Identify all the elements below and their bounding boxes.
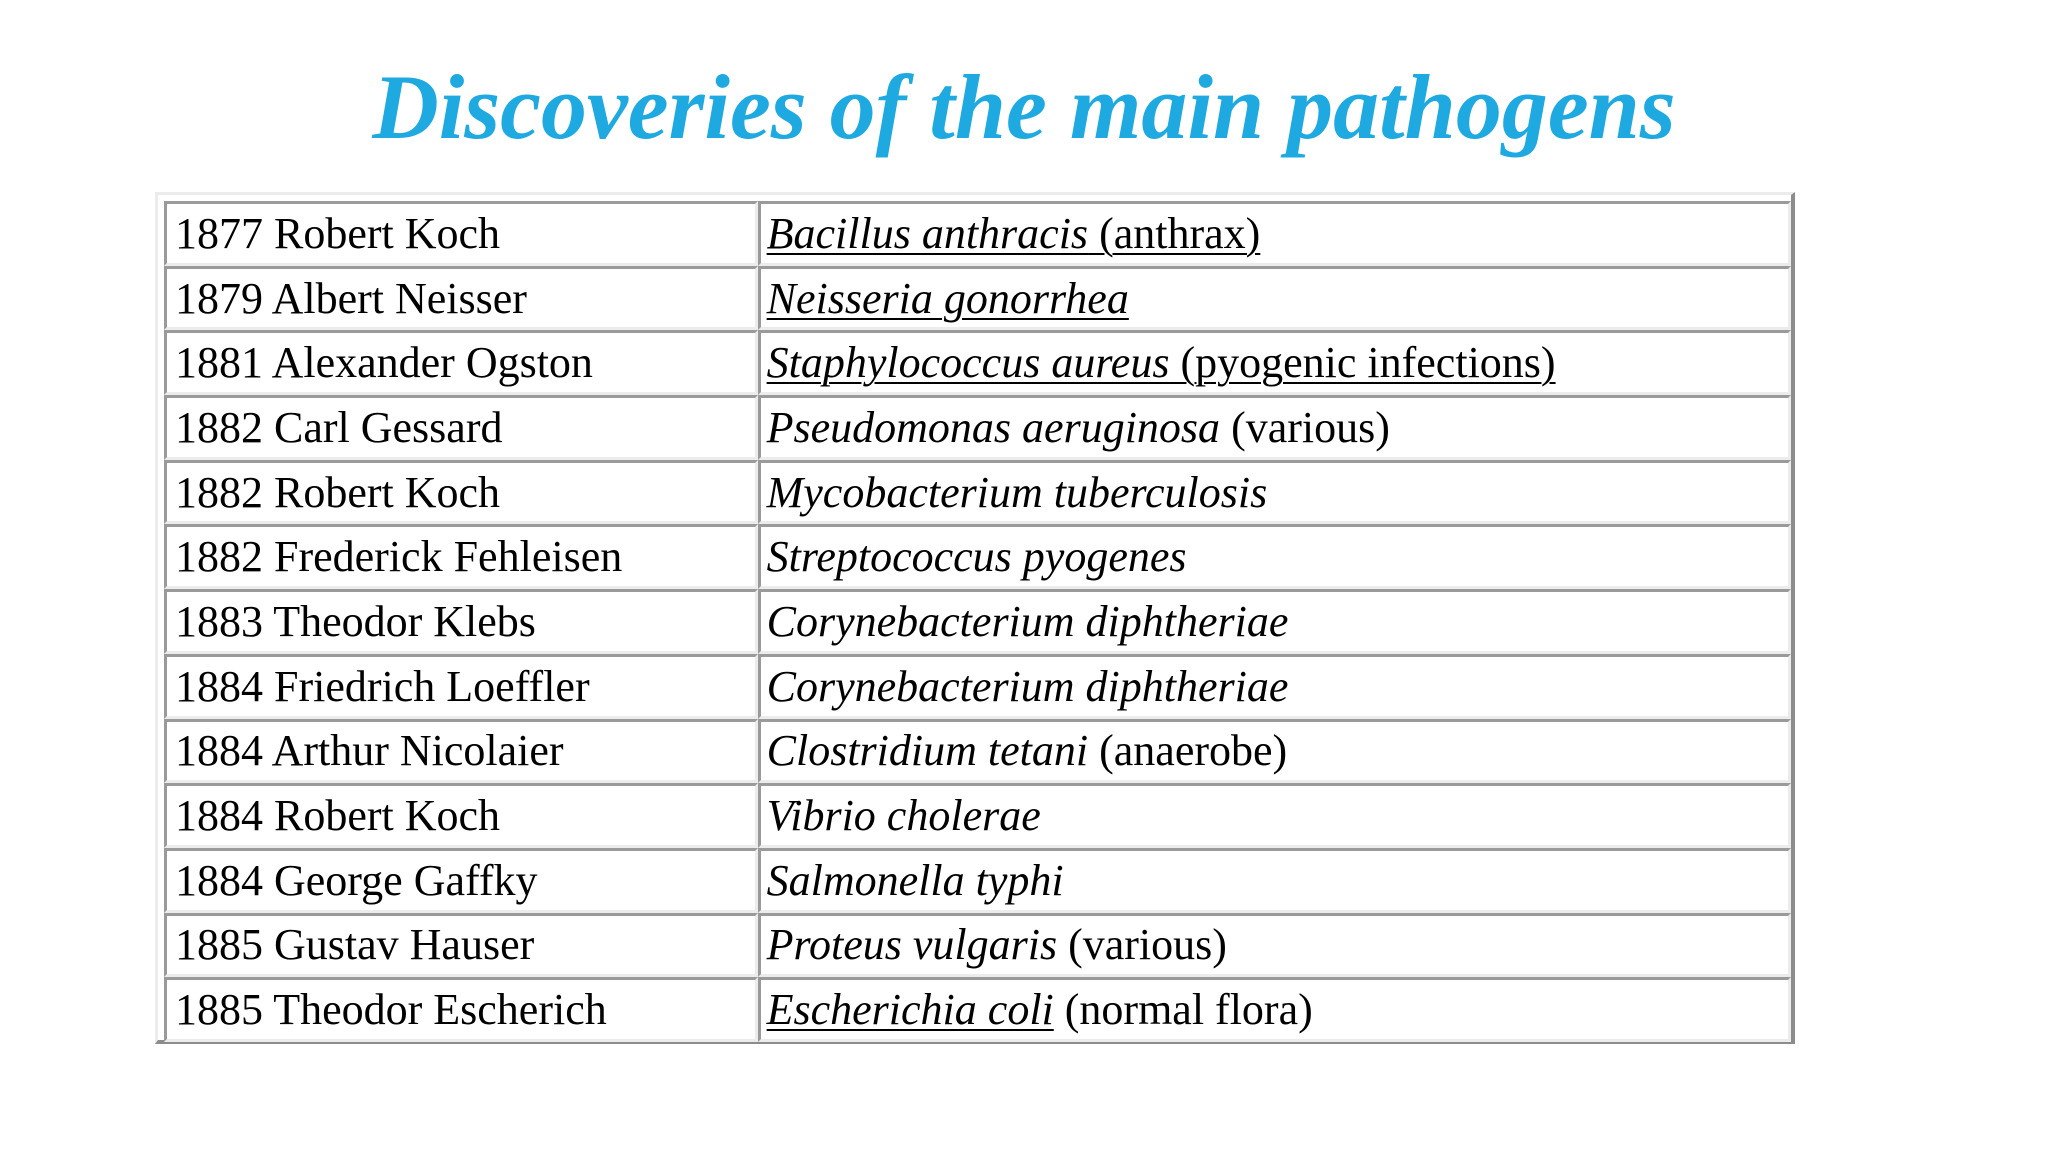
table-row: [164, 783, 1791, 848]
pathogen-cell: [758, 395, 1791, 460]
species-note: (anaerobe): [1088, 726, 1288, 776]
species-name[interactable]: Bacillus anthracis: [766, 208, 1089, 258]
species-name: Corynebacterium diphtheriae: [766, 596, 1289, 646]
species-note: (pyogenic infections): [1169, 338, 1556, 388]
species-name: Mycobacterium tuberculosis: [766, 467, 1268, 517]
discoverer-cell: 1877 Robert Koch: [164, 201, 758, 266]
table-row: [164, 654, 1791, 719]
discoverer-cell: 1884 Arthur Nicolaier: [164, 719, 758, 784]
species-note: (various): [1057, 920, 1227, 970]
table-row: [164, 977, 1791, 1042]
pathogen-table-frame: [155, 192, 1795, 1044]
species-name: Corynebacterium diphtheriae: [766, 661, 1289, 711]
species-name: Proteus vulgaris: [766, 920, 1058, 970]
pathogen-cell: [758, 977, 1791, 1042]
pathogen-cell: [758, 654, 1791, 719]
pathogen-cell: [758, 330, 1791, 395]
table-row: [164, 848, 1791, 913]
discoverer-cell: 1881 Alexander Ogston: [164, 330, 758, 395]
table-row: [164, 524, 1791, 589]
discoverer-cell: 1879 Albert Neisser: [164, 266, 758, 331]
pathogen-text: [767, 403, 1390, 452]
pathogen-text: [767, 726, 1288, 775]
pathogen-cell: [758, 460, 1791, 525]
discoverer-cell: 1882 Frederick Fehleisen: [164, 524, 758, 589]
discoverer-cell: 1882 Robert Koch: [164, 460, 758, 525]
pathogen-cell: [758, 524, 1791, 589]
pathogen-text: [767, 920, 1227, 969]
table-row: [164, 330, 1791, 395]
species-note: (anthrax): [1088, 208, 1261, 258]
table-row: [164, 913, 1791, 978]
pathogen-table-body: [164, 201, 1791, 1042]
table-row: [164, 460, 1791, 525]
pathogen-text: [767, 662, 1289, 711]
pathogen-text: [767, 597, 1289, 646]
discoverer-cell: 1884 Friedrich Loeffler: [164, 654, 758, 719]
pathogen-cell: [758, 848, 1791, 913]
pathogen-cell: [758, 913, 1791, 978]
pathogen-text[interactable]: [767, 338, 1556, 387]
table-row: [164, 719, 1791, 784]
discoverer-cell: 1883 Theodor Klebs: [164, 589, 758, 654]
species-name: Vibrio cholerae: [766, 791, 1041, 841]
species-name: Pseudomonas aeruginosa: [766, 402, 1221, 452]
pathogen-cell: [758, 589, 1791, 654]
pathogen-text: [767, 856, 1064, 905]
discoverer-cell: 1884 George Gaffky: [164, 848, 758, 913]
discoverer-cell: 1884 Robert Koch: [164, 783, 758, 848]
species-note: (normal flora): [1053, 985, 1313, 1035]
pathogen-text[interactable]: [767, 274, 1129, 323]
slide-title: Discoveries of the main pathogens: [372, 56, 1676, 158]
species-name: Clostridium tetani: [766, 726, 1089, 776]
species-note: (various): [1220, 402, 1390, 452]
pathogen-text: [767, 791, 1041, 840]
table-row: [164, 266, 1791, 331]
table-row: [164, 395, 1791, 460]
species-name[interactable]: Neisseria gonorrhea: [766, 273, 1129, 323]
table-row: [164, 589, 1791, 654]
table-row: [164, 201, 1791, 266]
species-name[interactable]: Escherichia coli: [766, 985, 1054, 1035]
pathogen-text: [767, 985, 1313, 1034]
species-name[interactable]: Staphylococcus aureus: [766, 338, 1170, 388]
pathogen-cell: [758, 719, 1791, 784]
species-name: Salmonella typhi: [766, 855, 1064, 905]
discoverer-cell: 1882 Carl Gessard: [164, 395, 758, 460]
pathogen-cell: [758, 266, 1791, 331]
pathogen-text[interactable]: [767, 209, 1261, 258]
pathogen-table: [164, 201, 1791, 1042]
discoverer-cell: 1885 Gustav Hauser: [164, 913, 758, 978]
pathogen-cell: [758, 201, 1791, 266]
pathogen-text: [767, 468, 1268, 517]
species-name: Streptococcus pyogenes: [766, 532, 1187, 582]
discoverer-cell: 1885 Theodor Escherich: [164, 977, 758, 1042]
pathogen-cell: [758, 783, 1791, 848]
pathogen-text: [767, 532, 1187, 581]
